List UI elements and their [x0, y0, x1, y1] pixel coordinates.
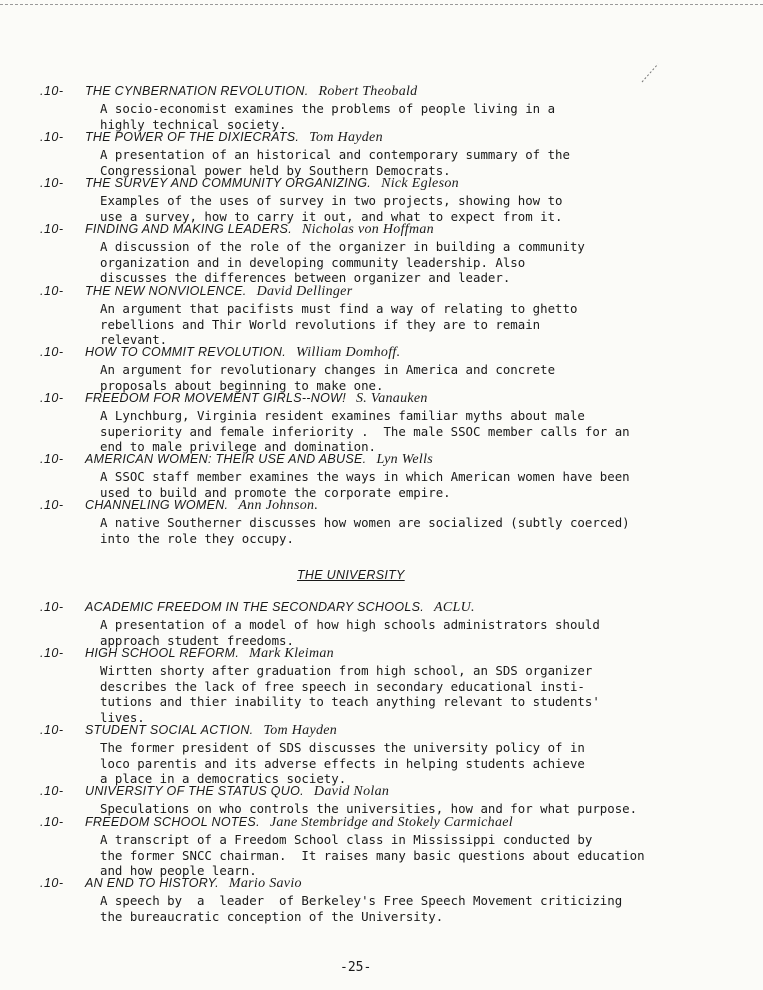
description-line: A speech by a leader of Berkeley's Free Speech Movement criticizing	[100, 893, 623, 908]
entry-author: Lyn Wells	[376, 452, 434, 467]
description-line: used to build and promote the corporate empire.	[100, 484, 451, 500]
entry-author: Mark Kleiman	[249, 646, 334, 661]
description-line: A transcript of a Freedom School class in Mississippi conducted by	[100, 832, 593, 847]
entry-title: HOW TO COMMIT REVOLUTION.	[85, 345, 287, 359]
description-line: the bureaucratic conception of the University.	[100, 908, 444, 924]
entry-title: THE POWER OF THE DIXIECRATS.	[85, 130, 300, 144]
description-line: A presentation of an historical and contemporary summary of the	[100, 147, 570, 162]
description-line: A native Southerner discusses how women are socialized (subtly coerced)	[100, 515, 630, 530]
description-line: lives.	[100, 709, 145, 725]
entry-price: .10-	[40, 345, 64, 359]
entry-author: Tom Hayden	[263, 723, 338, 738]
description-line: A Lynchburg, Virginia resident examines familiar myths about male	[100, 408, 585, 423]
entry-heading	[85, 391, 428, 407]
description-line: highly technical society.	[100, 116, 287, 132]
entry-title: AMERICAN WOMEN: THEIR USE AND ABUSE.	[85, 452, 367, 466]
entry-description	[100, 408, 630, 455]
entry-description	[100, 193, 563, 224]
description-line: tutions and thier inability to teach anything relevant to students'	[100, 694, 600, 710]
description-line: The former president of SDS discusses the university policy of in	[100, 740, 585, 755]
entry-price: .10-	[40, 84, 64, 98]
description-line: Examples of the uses of survey in two projects, showing how to	[100, 193, 563, 208]
description-line: proposals about beginning to make one.	[100, 377, 384, 393]
section-title: THE UNIVERSITY	[297, 568, 405, 582]
entry-price: .10-	[40, 176, 64, 190]
entry-heading	[85, 784, 389, 800]
entry-title: THE SURVEY AND COMMUNITY ORGANIZING.	[85, 176, 372, 190]
entry-title: FREEDOM SCHOOL NOTES.	[85, 815, 260, 829]
entry-author: David Dellinger	[256, 284, 353, 299]
entry-heading	[85, 84, 417, 100]
entry-author: S. Vanauken	[356, 391, 428, 406]
entry-description	[100, 740, 585, 787]
description-line: Congressional power held by Southern Democrats.	[100, 162, 451, 178]
entry-title: ACADEMIC FREEDOM IN THE SECONDARY SCHOOLS.	[85, 600, 425, 614]
description-line: use a survey, how to carry it out, and what to expect from it.	[100, 208, 563, 224]
entry-author: Nicholas von Hoffman	[301, 222, 434, 237]
entry-description	[100, 893, 622, 924]
description-line: discusses the differences between organizer and leader.	[100, 270, 511, 286]
entry-author: Nick Egleson	[381, 176, 459, 191]
entry-title: STUDENT SOCIAL ACTION.	[85, 723, 254, 737]
entry-description	[100, 663, 600, 725]
description-line: A presentation of a model of how high schools administrators should	[100, 617, 600, 632]
description-line: and how people learn.	[100, 863, 257, 879]
entry-price: .10-	[40, 646, 64, 660]
description-line: the former SNCC chairman. It raises many basic questions about education	[100, 847, 645, 863]
entry-heading	[85, 345, 400, 361]
entry-author: Robert Theobald	[318, 84, 418, 99]
entry-heading	[85, 723, 337, 739]
description-line: approach student freedoms.	[100, 632, 294, 648]
entry-price: .10-	[40, 600, 64, 614]
entry-author: William Domhoff.	[296, 345, 401, 360]
entry-author: Jane Stembridge and Stokely Carmichael	[269, 815, 513, 830]
entry-title: UNIVERSITY OF THE STATUS QUO.	[85, 784, 304, 798]
entry-heading	[85, 815, 513, 831]
description-line: A SSOC staff member examines the ways in which American women have been	[100, 469, 630, 484]
entry-description	[100, 239, 585, 286]
description-line: Speculations on who controls the universities, how and for what purpose.	[100, 801, 638, 816]
entry-description	[100, 362, 555, 393]
entry-price: .10-	[40, 815, 64, 829]
entry-price: .10-	[40, 222, 64, 236]
description-line: a place in a democratics society.	[100, 771, 347, 787]
entry-author: David Nolan	[313, 784, 390, 799]
entry-heading	[85, 284, 352, 300]
entry-heading	[85, 498, 318, 514]
description-line: superiority and female inferiority . The male SSOC member calls for an	[100, 423, 630, 439]
entry-description	[100, 469, 630, 500]
entry-title: FINDING AND MAKING LEADERS.	[85, 222, 292, 236]
description-line: An argument that pacifists must find a way of relating to ghetto	[100, 301, 578, 316]
entry-author: Ann Johnson.	[238, 498, 319, 513]
entry-price: .10-	[40, 391, 64, 405]
description-line: A socio-economist examines the problems of people living in a	[100, 101, 556, 116]
entry-price: .10-	[40, 784, 64, 798]
entry-title: FREEDOM FOR MOVEMENT GIRLS--NOW!	[85, 391, 346, 405]
entry-title: HIGH SCHOOL REFORM.	[85, 646, 240, 660]
entry-heading	[85, 452, 433, 468]
page-number: -25-	[340, 960, 372, 975]
entry-description	[100, 147, 570, 178]
entry-author: Mario Savio	[228, 876, 302, 891]
entry-title: AN END TO HISTORY.	[85, 876, 219, 890]
entry-price: .10-	[40, 284, 64, 298]
entry-title: CHANNELING WOMEN.	[85, 498, 229, 512]
description-line: organization and in developing community leadership. Also	[100, 254, 526, 270]
description-line: end to male privilege and domination.	[100, 439, 377, 455]
entry-heading	[85, 646, 334, 662]
entry-description	[100, 832, 645, 879]
description-line: A discussion of the role of the organizer in building a community	[100, 239, 585, 254]
description-line: describes the lack of free speech in secondary educational insti-	[100, 678, 585, 694]
entry-description	[100, 617, 600, 648]
entry-price: .10-	[40, 130, 64, 144]
entry-author: ACLU.	[434, 600, 475, 615]
entry-heading	[85, 222, 434, 238]
description-line: relevant.	[100, 332, 168, 348]
description-line: An argument for revolutionary changes in America and concrete	[100, 362, 556, 377]
description-line: rebellions and Thir World revolutions if they are to remain	[100, 316, 541, 332]
entry-title: THE NEW NONVIOLENCE.	[85, 284, 247, 298]
entry-author: Tom Hayden	[309, 130, 383, 145]
description-line: loco parentis and its adverse effects in helping students achieve	[100, 755, 585, 771]
description-line: Wirtten shorty after graduation from high school, an SDS organizer	[100, 663, 593, 678]
entry-heading	[85, 600, 475, 616]
entry-heading	[85, 130, 383, 146]
entry-heading	[85, 876, 302, 892]
entry-description	[100, 515, 630, 546]
entry-description	[100, 301, 577, 348]
entry-price: .10-	[40, 452, 64, 466]
description-line: into the role they occupy.	[100, 530, 294, 546]
entry-heading	[85, 176, 459, 192]
entry-price: .10-	[40, 723, 64, 737]
entry-price: .10-	[40, 876, 64, 890]
entry-price: .10-	[40, 498, 64, 512]
entry-description	[100, 101, 555, 132]
entry-title: THE CYNBERNATION REVOLUTION.	[85, 84, 309, 98]
